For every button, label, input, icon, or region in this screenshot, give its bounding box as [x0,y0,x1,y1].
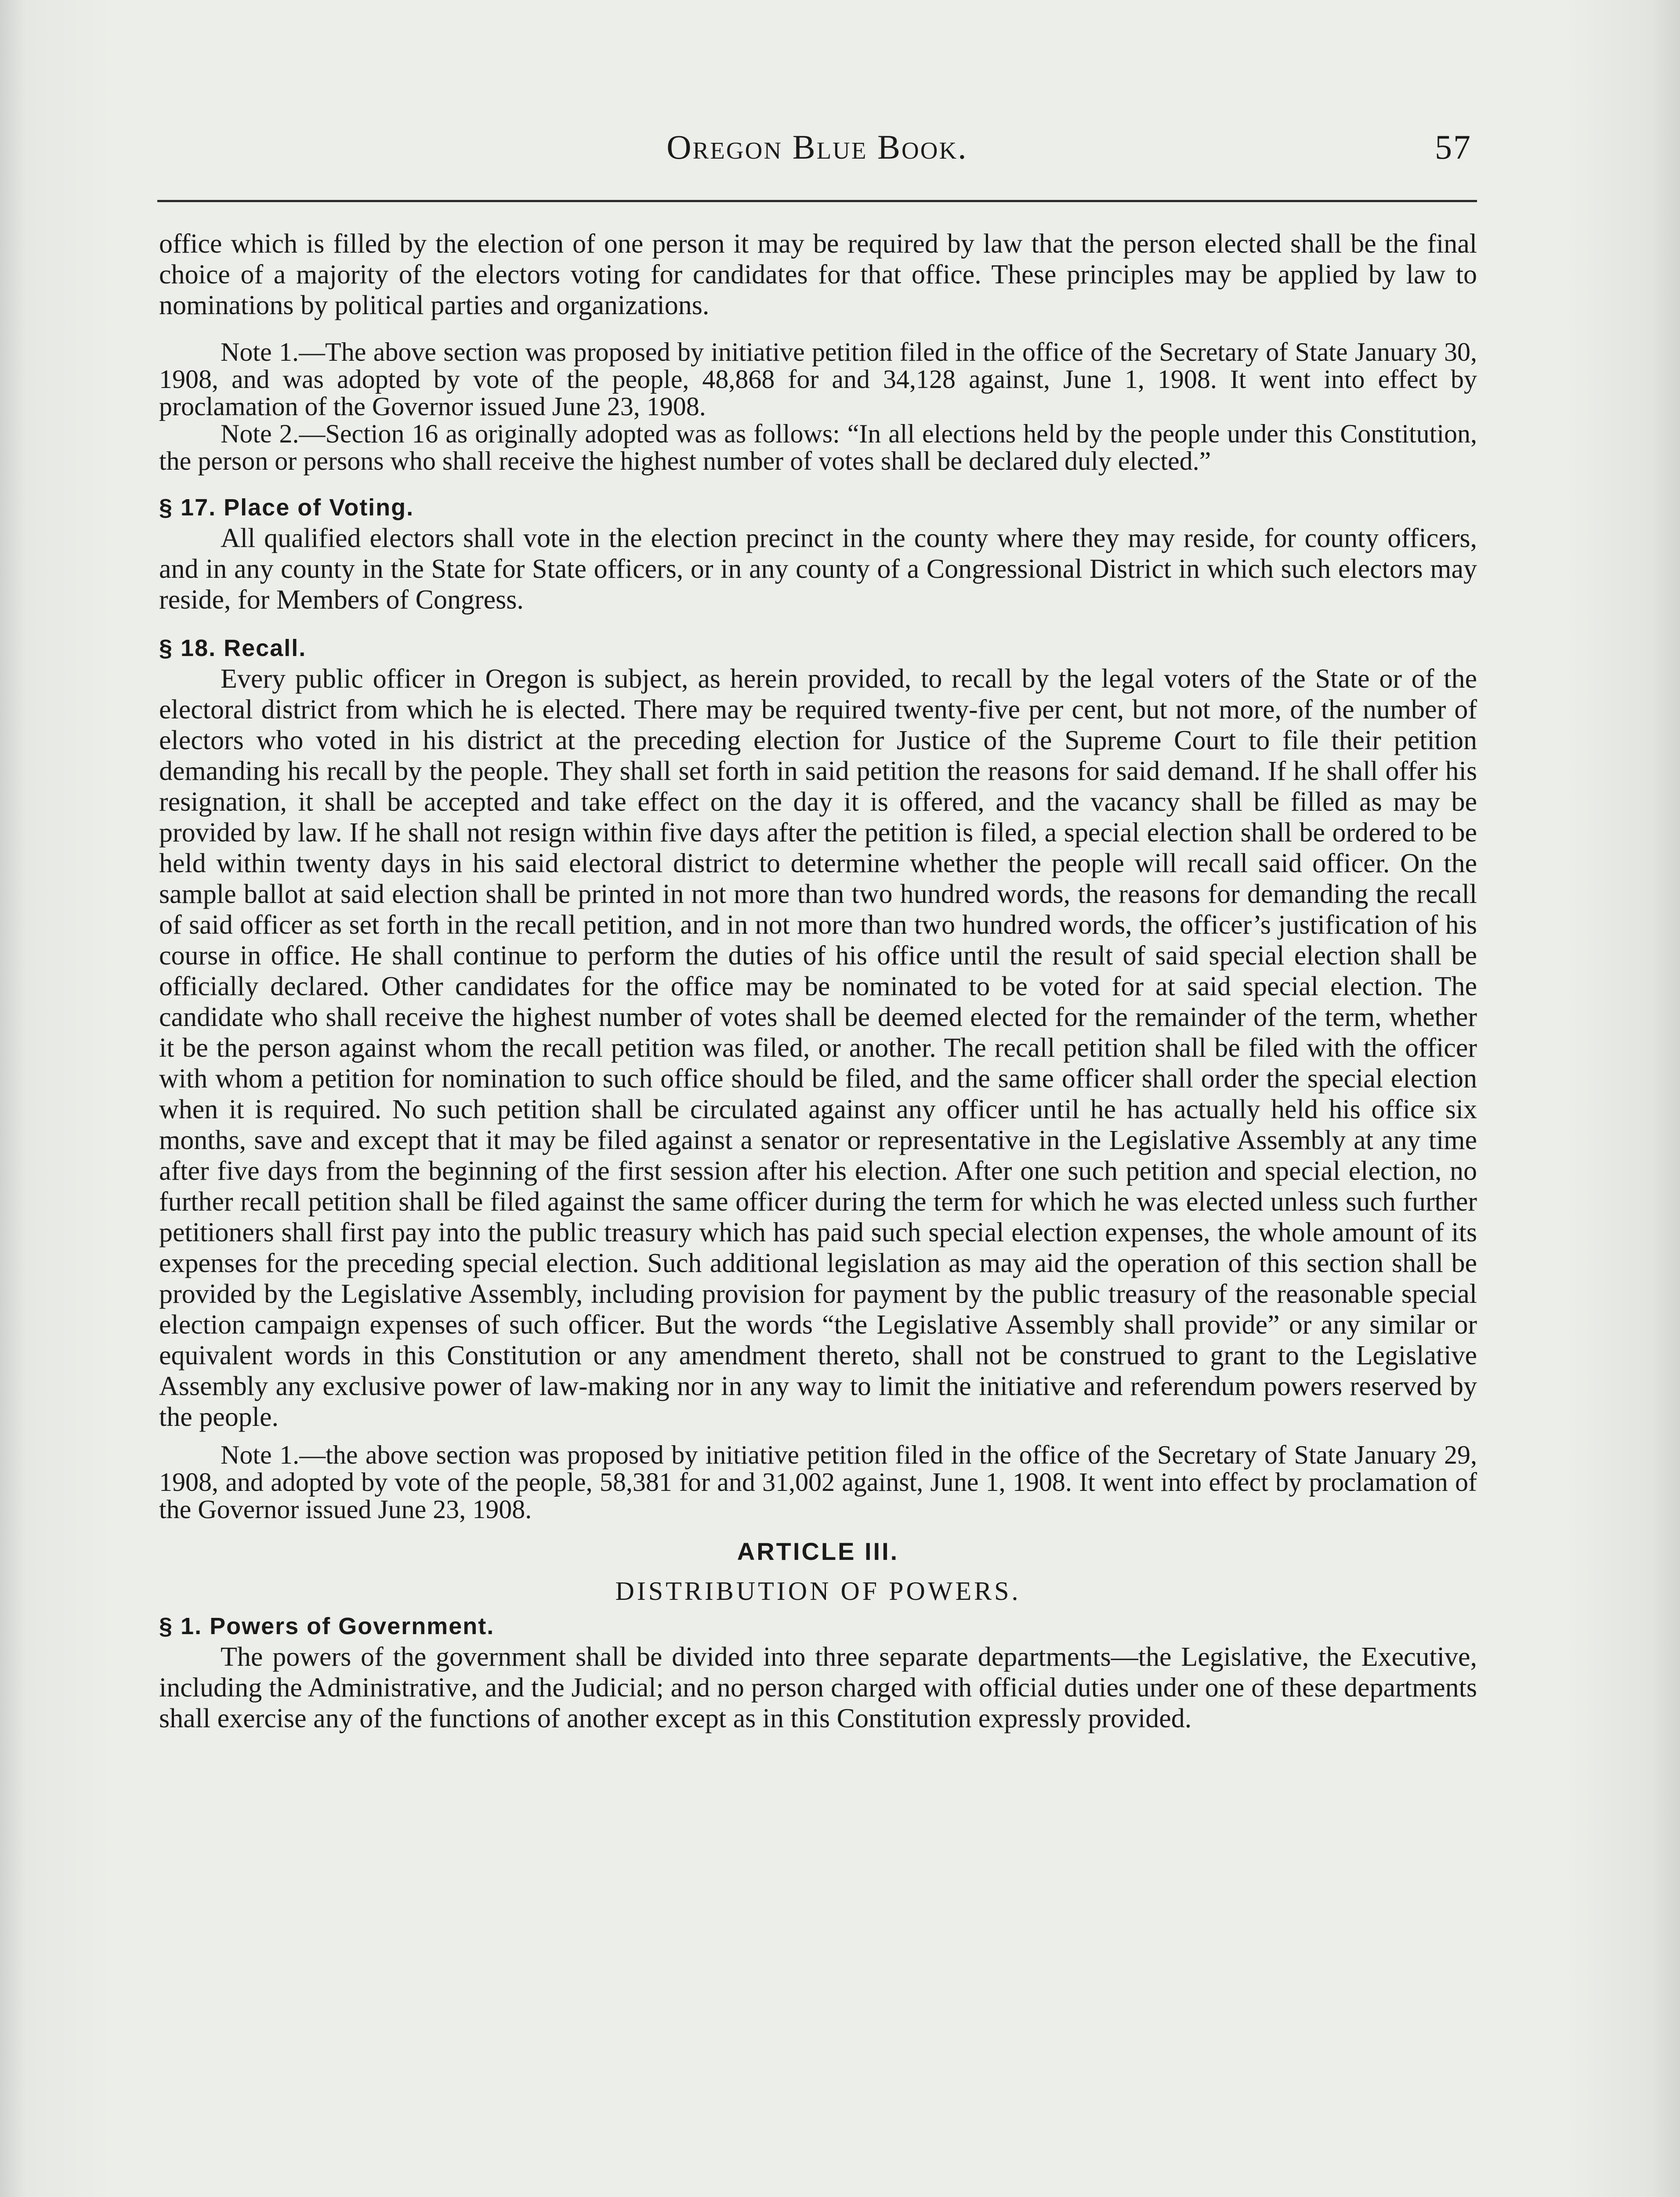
page-number: 57 [1435,128,1472,166]
page-body [159,228,1477,1734]
section-17-heading: § 17. Place of Voting. [159,494,414,521]
section-18-note-1: Note 1.—the above section was proposed by initiative petition filed in the office of the Secretary of State January 29, 1908, and adopted by vote of the people, 58,381 for and 31,002 against, June 1, 1908. It went into effect by proclamation of the Governor issued June 23, 1908. [159,1440,1477,1524]
article-subtitle: DISTRIBUTION OF POWERS. [615,1577,1021,1606]
section-16-note-1: Note 1.—The above section was proposed by initiative petition filed in the office of the Secretary of State January 30, 1908, and was adopted by vote of the people, 48,868 for and 34,128 against, June 1, 1908. It went into effect by proclamation of the Governor issued June 23, 1908. [159,337,1477,421]
section-18-heading: § 18. Recall. [159,635,307,661]
section-16-note-2: Note 2.—Section 16 as originally adopted was as follows: “In all elections held by the people under this Constitution, the person or persons who shall receive the highest number of votes shall be declared duly elected.” [159,419,1477,475]
article-3-section-1-heading: § 1. Powers of Government. [159,1613,495,1639]
section-18-body: Every public officer in Oregon is subject, as herein provided, to recall by the legal voters of the State or of the electoral district from which he is elected. There may be required twenty-five per cent, but not more, of the number of electors who voted in his district at the preceding election for Justice of the Supreme Court to file their petition demanding his recall by the people. They shall set forth in said petition the reasons for said demand. If he shall offer his resignation, it shall be accepted and take effect on the day it is offered, and the vacancy shall be filled as may be provided by law. If he shall not resign within five days after the petition is filed, a special election shall be ordered to be held within twenty days in his said electoral district to determine whether the people will recall said officer. On the sample ballot at said election shall be printed in not more than two hundred words, the reasons for demanding the recall of said officer as set forth in the recall petition, and in not more than two hundred words, the officer’s justification of his course in office. He shall continue to perform the duties of his office until the result of said special election shall be officially declared. Other candidates for the office may be nominated to be voted for at said special election. The candidate who shall receive the highest number of votes shall be deemed elected for the remainder of the term, whether it be the person against whom the recall petition was filed, or another. The recall petition shall be filed with the officer with whom a petition for nomination to such office should be filed, and the same officer shall order the special election when it is required. No such petition shall be circulated against any officer until he has actually held his office six months, save and except that it may be filed against a senator or representative in the Legislative Assembly at any time after five days from the beginning of the first session after his election. After one such petition and special election, no further recall petition shall be filed against the same officer during the term for which he was elected unless such further petitioners shall first pay into the public treasury which has paid such special election expenses, the whole amount of its expenses for the preceding special election. Such additional legislation as may aid the operation of this section shall be provided by the Legislative Assembly, including provision for payment by the public treasury of the reasonable special election campaign expenses of such officer. But the words “the Legislative Assembly shall provide” or any similar or equivalent words in this Constitution or any amendment thereto, shall not be construed to grant to the Legislative Assembly any exclusive power of law-making nor in any way to limit the initiative and referendum powers reserved by the people. [159,664,1477,1432]
section-17-body: All qualified electors shall vote in the election precinct in the county where they may reside, for county officers, and in any county in the State for State officers, or in any county of a Congressional District in which such electors may reside, for Members of Congress. [159,523,1477,615]
book-title: Oregon Blue Book. [666,128,968,166]
continued-paragraph: office which is filled by the election of one person it may be required by law that the person elected shall be the final choice of a majority of the electors voting for candidates for that office. These principles may be applied by law to nominations by political parties and organizations. [159,229,1477,320]
article-heading: ARTICLE III. [737,1537,899,1565]
article-3-section-1-body: The powers of the government shall be divided into three separate departments—the Legislative, the Executive, including the Administrative, and the Judicial; and no person charged with official duties under one of these departments shall exercise any of the functions of another except as in this Constitution expressly provided. [159,1642,1477,1733]
header-rule [157,200,1477,202]
running-header [158,127,1476,176]
